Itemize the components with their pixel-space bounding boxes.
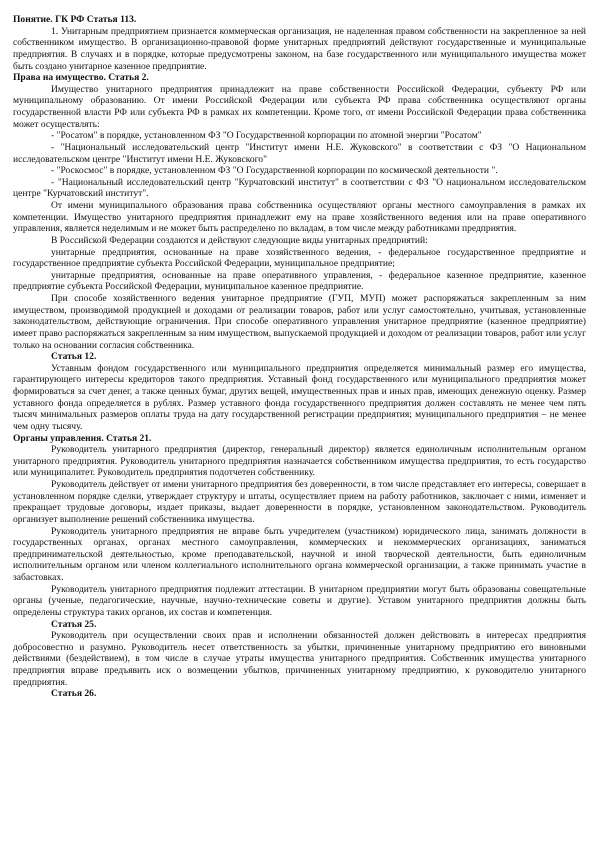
paragraph: Руководитель унитарного предприятия не вправе быть учредителем (участником) юридического лица, занимать должности в государственных органах, органах местного самоуправления, коммерческих и некоммерческих организациях, заниматься предпринимательской деятельностью, кроме преподавательской, научной и иной творческой деятельности, быть единоличным исполнительным органом или членом коллегиального исполнительного органа коммерческой организации, а также принимать участие в забастовках.: [13, 525, 586, 583]
section-heading: Органы управления. Статья 21.: [13, 432, 152, 444]
paragraph: 1. Унитарным предприятием признается коммерческая организация, не наделенная правом собственности на закрепленное за ней собственником имущество. В организационно-правовой форме унитарных предприятий действуют государственные и муниципальные предприятия. В случаях и в порядке, которые предусмотрены законом, на базе государственного или муниципального имущества может быть создано унитарное казенное предприятие.: [13, 25, 586, 72]
article-heading: Статья 25.: [51, 618, 97, 630]
paragraph: - "Роскосмос" в порядке, установленном ФЗ "О Государственной корпорации по космической деятельности ".: [51, 165, 498, 177]
section-heading: Права на имущество. Статья 2.: [13, 72, 149, 84]
paragraph: унитарные предприятия, основанные на праве хозяйственного ведения, - федеральное государственное предприятие и государственное предприятие субъекта Российской Федерации, муниципальное предприятие;: [13, 246, 586, 270]
article-heading: Статья 26.: [51, 688, 97, 700]
section-heading: Понятие. ГК РФ Статья 113.: [13, 14, 137, 25]
paragraph: Руководитель действует от имени унитарного предприятия без доверенности, в том числе представляет его интересы, совершает в установленном порядке сделки, утверждает структуру и штаты, осуществляет прием на работу работников, заключает с ними, изменяет и прекращает трудовые договоры, издает приказы, выдает доверенности в порядке, установленном законодательством. Руководитель организует выполнение решений собственника имущества.: [13, 479, 586, 525]
paragraph: Уставным фондом государственного или муниципального предприятия определяется минимальный размер его имущества, гарантирующего интересы кредиторов такого предприятия. Уставный фонд государственного или муниципального предприятия может формироваться за счет денег, а также ценных бумаг, других вещей, имущественных прав и иных прав, имеющих денежную оценку. Размер уставного фонда определяется в рублях. Размер уставного фонда государственного предприятия должен составлять не менее чем пять тысяч минимальных размеров оплаты труда на дату государственной регистрации предприятия; муниципального предприятия – не менее чем одну тысячу.: [13, 362, 586, 432]
paragraph: В Российской Федерации создаются и действуют следующие виды унитарных предприятий:: [51, 234, 428, 246]
paragraph: Руководитель унитарного предприятия подлежит аттестации. В унитарном предприятии могут быть образованы совещательные органы (ученые, педагогические, научные, научно-технические советы и другие). Уставом унитарного предприятия должны быть определены структура таких органов, их состав и компетенция.: [13, 583, 586, 618]
paragraph: - "Росатом" в порядке, установленном ФЗ "О Государственной корпорации по атомной энергии "Росатом": [51, 130, 482, 142]
paragraph: От имени муниципального образования права собственника осуществляют органы местного самоуправления в рамках их компетенции. Имущество унитарного предприятия принадлежит ему на праве хозяйственного ведения или на праве оперативного управления, является неделимым и не может быть распределено по вкладам, в том числе между работниками предприятия.: [13, 200, 586, 235]
article-heading: Статья 12.: [51, 351, 97, 363]
paragraph: Руководитель при осуществлении своих прав и исполнении обязанностей должен действовать в интересах предприятия добросовестно и разумно. Руководитель несет ответственность за убытки, причиненные унитарному предприятию его виновными действиями (бездействием), в том числе в случае утраты имущества унитарного предприятия. Собственник имущества унитарного предприятия вправе предъявить иск о возмещении убытков, причиненных унитарному предприятию, к руководителю унитарного предприятия.: [13, 630, 586, 688]
paragraph: Имущество унитарного предприятия принадлежит на праве собственности Российской Федерации, субъекту РФ или муниципальному образованию. От имени Российской Федерации или субъекта РФ права собственника осуществляют органы государственной власти РФ или субъекта РФ в рамках их компетенции. Кроме того, от имени Российской Федерации права собственника может осуществлять:: [13, 83, 586, 130]
paragraph: - "Национальный исследовательский центр "Курчатовский институт" в соответствии с ФЗ "О национальном исследовательском центре "Курчатовский институт".: [13, 176, 586, 200]
paragraph: При способе хозяйственного ведения унитарное предприятие (ГУП, МУП) может распоряжаться закрепленным за ним имуществом, производимой продукцией и доходами от реализации товаров, работ или услуг самостоятельно, учитывая, установленные законодательством, действующие ограничения. При способе оперативного управления унитарное предприятие (казенное предприятие) имеет право распоряжаться закрепленным за ним имуществом, выпускаемой продукцией и доходом от реализации товаров, работ или услуг только на основании согласия собственника.: [13, 293, 586, 351]
paragraph: Руководитель унитарного предприятия (директор, генеральный директор) является единоличным исполнительным органом унитарного предприятия. Руководитель унитарного предприятия назначается собственником имущества предприятия, то есть государство или муниципалитет. Руководитель предприятия подотчетен собственнику.: [13, 444, 586, 479]
paragraph: унитарные предприятия, основанные на праве оперативного управления, - федеральное казенное предприятие, казенное предприятие субъекта Российской Федерации, муниципальное казенное предприятие.: [13, 269, 586, 293]
paragraph: - "Национальный исследовательский центр "Институт имени Н.Е. Жуковского" в соответствии с ФЗ "О Национальном исследовательском центре "Институт имени Н.Е. Жуковского": [13, 141, 586, 165]
